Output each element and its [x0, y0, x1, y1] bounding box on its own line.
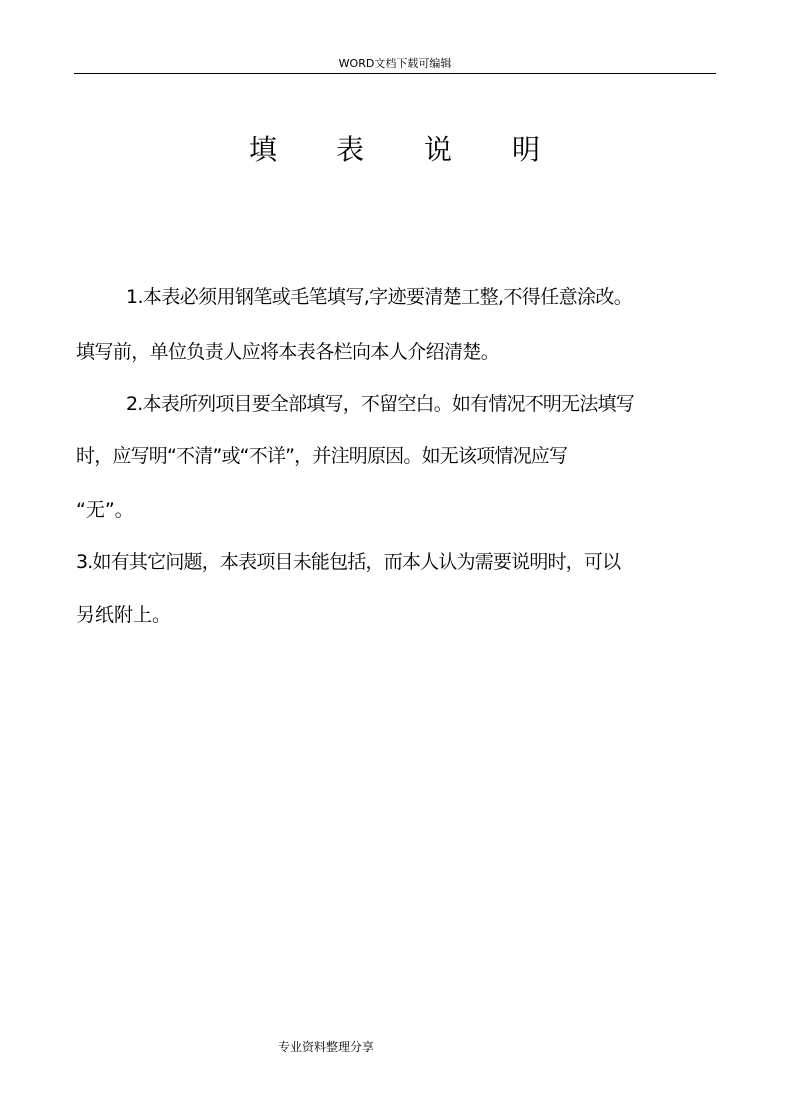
instruction-2-line-1: 2.本表所列项目要全部填写，不留空白。如有情况不明无法填写: [126, 393, 634, 415]
instruction-3-line-2: 另纸附上。: [76, 604, 172, 626]
title-char-3: 说: [424, 133, 453, 166]
title-char-1: 填: [249, 133, 278, 166]
title-char-2: 表: [336, 133, 365, 166]
instruction-3-line-1: 3.如有其它问题，本表项目未能包括，而本人认为需要说明时，可以: [76, 551, 621, 573]
title-char-4: 明: [512, 133, 541, 166]
instruction-2-line-2: 时，应写明“不清”或“不详”，并注明原因。如无该项情况应写: [76, 445, 568, 467]
instruction-1-line-2: 填写前，单位负责人应将本表各栏向本人介绍清楚。: [76, 341, 500, 363]
page-footer-text: 专业资料整理分享: [278, 1040, 375, 1054]
instruction-1-line-1: 1.本表必须用钢笔或毛笔填写,字迹要清楚工整,不得任意涂改。: [126, 286, 633, 308]
header-divider: [74, 73, 716, 74]
instruction-2-line-3: “无”。: [76, 499, 134, 521]
page-header-text: WORD文档下载可编辑: [338, 57, 452, 70]
document-title: [0, 132, 790, 172]
